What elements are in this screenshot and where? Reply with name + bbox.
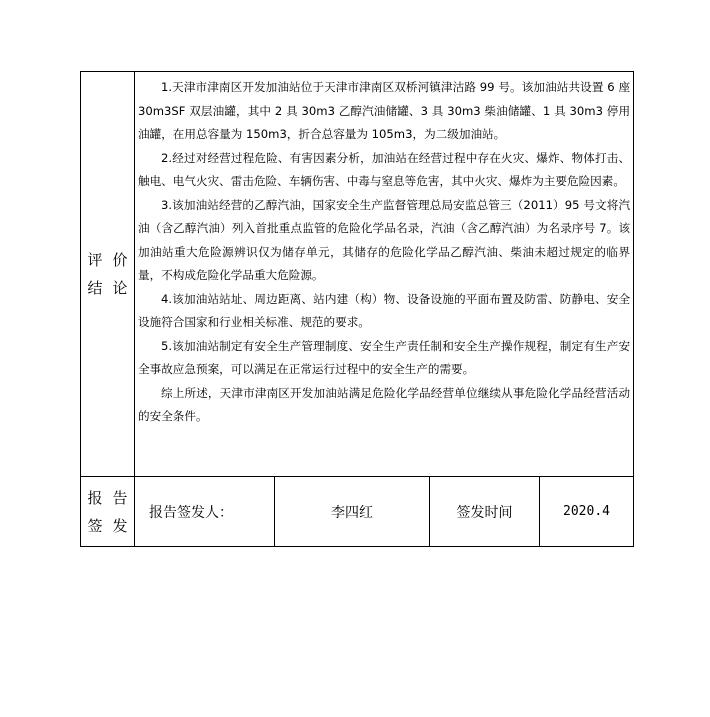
signoff-label-line2 bbox=[81, 512, 134, 540]
signoff-label-cell bbox=[81, 477, 135, 547]
signoff-label-line1 bbox=[81, 484, 134, 512]
evaluation-label-char: 价 bbox=[112, 251, 128, 269]
evaluation-conclusion-paragraph: 综上所述，天津市津南区开发加油站满足危险化学品经营单位继续从事危险化学品经营活动的安全条件。 bbox=[138, 385, 631, 423]
evaluation-paragraph-5: 5.该加油站制定有安全生产管理制度、安全生产责任制和安全生产操作规程，制定有生产安全事故应急预案，可以满足在正常运行过程中的安全生产的需要。 bbox=[138, 338, 631, 376]
issue-date-label: 签发时间 bbox=[430, 477, 540, 547]
evaluation-label-char: 论 bbox=[112, 279, 128, 297]
evaluation-label-cell bbox=[81, 72, 135, 477]
report-sheet bbox=[80, 71, 632, 534]
signoff-label-char: 报 bbox=[87, 488, 103, 507]
evaluation-label-line2 bbox=[81, 274, 134, 302]
issue-date-value: 2020.4 bbox=[540, 477, 634, 547]
evaluation-paragraph-4: 4.该加油站站址、周边距离、站内建（构）物、设备设施的平面布置及防雷、防静电、安全设施符合国家和行业相关标准、规范的要求。 bbox=[138, 291, 631, 329]
issuer-label: 报告签发人： bbox=[135, 477, 275, 547]
evaluation-paragraph-3: 3.该加油站经营的乙醇汽油，国家安全生产监督管理总局安监总管三（2011）95 号文将汽油（含乙醇汽油）列入首批重点监管的危险化学品名录，汽油（含乙醇汽油）为名录序号 7。该加油站重大危险源辨识仅为储存单元，其储存的危险化学品乙醇汽油、柴油未超过规定的临界量，不构成危险化学品重大危险源。 bbox=[138, 197, 631, 282]
signoff-label-char: 告 bbox=[112, 488, 128, 507]
evaluation-row bbox=[81, 72, 634, 477]
signoff-label-char: 签 bbox=[87, 516, 103, 535]
report-table bbox=[80, 71, 634, 547]
evaluation-paragraph-1: 1.天津市津南区开发加油站位于天津市津南区双桥河镇津沽路 99 号。该加油站共设置 6 座 30m3SF 双层油罐，其中 2 具 30m3 乙醇汽油储罐、3 具 30m3 柴油储罐、1 具 30m3 停用油罐，在用总容量为 150m3，折合总容量为 105m3，为二级加油站。 bbox=[138, 80, 631, 141]
evaluation-paragraph-2: 2.经过对经营过程危险、有害因素分析，加油站在经营过程中存在火灾、爆炸、物体打击、触电、电气火灾、雷击危险、车辆伤害、中毒与窒息等危害，其中火灾、爆炸为主要危险因素。 bbox=[138, 150, 631, 188]
issuer-name: 李四红 bbox=[275, 477, 430, 547]
signoff-label-char: 发 bbox=[112, 516, 128, 535]
evaluation-label-char: 评 bbox=[87, 251, 103, 269]
signoff-row bbox=[81, 477, 634, 547]
evaluation-content-cell bbox=[135, 72, 634, 477]
evaluation-label-line1 bbox=[81, 246, 134, 274]
evaluation-label-char: 结 bbox=[87, 279, 103, 297]
